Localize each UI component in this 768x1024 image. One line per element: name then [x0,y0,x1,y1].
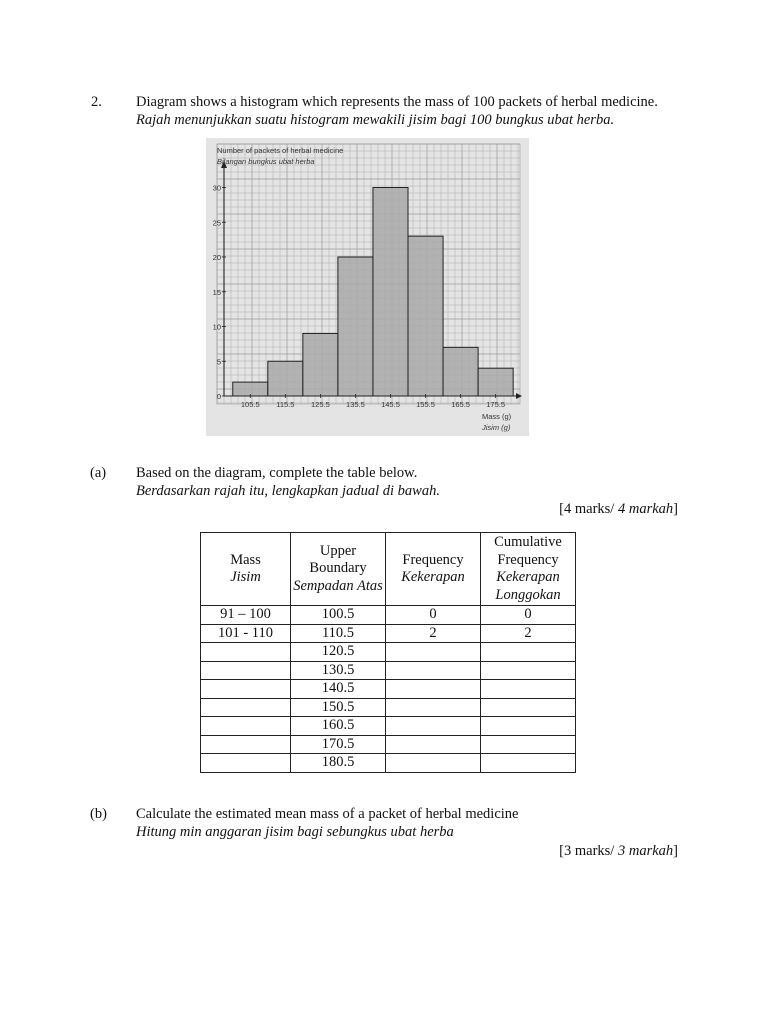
marks-en: [4 marks/ [559,501,618,517]
table-cell [481,754,576,773]
y-tick-label: 15 [212,287,221,297]
marks-end: ] [673,501,678,517]
table-cell [201,717,291,736]
marks-ms: 3 markah [617,843,674,859]
part-a-marks [559,501,678,518]
table-cell [386,643,481,662]
table-cell [481,735,576,754]
y-tick-label: 25 [212,218,221,228]
table-cell: 110.5 [291,624,386,643]
marks-end: ] [673,843,678,859]
table-cell: 2 [481,624,576,643]
y-tick-label: 0 [216,392,221,401]
table-cell [201,680,291,699]
table-cell [201,661,291,680]
marks-ms: 4 markah [617,501,674,517]
table-row [201,735,576,754]
part-a-text-en: Based on the diagram, complete the table below. [136,465,418,481]
table-cell: 170.5 [291,735,386,754]
table-cell: 0 [386,606,481,625]
y-axis-label-en: Number of packets of herbal medicine [217,146,344,155]
header-upper-boundary [291,533,386,606]
table-cell: 91 – 100 [201,606,291,625]
table-row [201,680,576,699]
x-tick-label: 145.5 [381,400,400,409]
table-cell [386,680,481,699]
x-axis-label-ms: Jisim (g) [482,423,511,432]
header-ms: Kekerapan [401,569,465,585]
table-cell: 130.5 [291,661,386,680]
table-cell [481,717,576,736]
x-axis-arrow [516,393,522,399]
table-cell [481,643,576,662]
header-mass [201,533,291,606]
part-a-label: (a) [90,465,107,481]
part-b-marks [559,843,678,860]
histogram-figure [206,138,529,436]
part-b-text-en: Calculate the estimated mean mass of a packet of herbal medicine [136,806,519,822]
table-row [201,661,576,680]
y-tick-label: 10 [212,322,221,332]
table-cell [386,754,481,773]
table-cell: 2 [386,624,481,643]
table-cell [201,698,291,717]
histogram-bar [373,188,408,397]
table-row [201,624,576,643]
header-ms: Kekerapan Longgokan [495,569,561,603]
table-header-row [201,533,576,606]
table-cell [386,717,481,736]
histogram-bar [443,347,478,396]
x-tick-label: 165.5 [451,400,470,409]
y-tick-label: 30 [212,183,221,193]
table-cell [201,754,291,773]
table-cell [481,698,576,717]
table-cell: 100.5 [291,606,386,625]
x-tick-label: 105.5 [240,400,260,409]
header-en: Frequency [402,551,464,568]
table-cell: 160.5 [291,717,386,736]
header-frequency [386,533,481,606]
histogram-chart [206,138,529,436]
table-cell: 101 - 110 [201,624,291,643]
part-a-text-ms: Berdasarkan rajah itu, lengkapkan jadual di bawah. [136,483,440,499]
table-row [201,643,576,662]
header-en: Mass [230,551,261,568]
y-tick-label: 5 [216,357,221,367]
table-cell [386,735,481,754]
table-row [201,754,576,773]
question-text-ms: Rajah menunjukkan suatu histogram mewakili jisim bagi 100 bungkus ubat herba. [136,112,615,128]
x-axis-label-en: Mass (g) [482,412,512,421]
table-cell: 180.5 [291,754,386,773]
y-axis-label-ms: Bilangan bungkus ubat herba [217,157,315,166]
header-ms: Jisim [230,569,261,585]
histogram-bar [268,361,303,396]
part-b-text-ms: Hitung min anggaran jisim bagi sebungkus ubat herba [136,824,454,840]
table-row [201,717,576,736]
x-tick-label: 155.5 [416,400,435,409]
frequency-table [200,532,576,773]
table-cell: 120.5 [291,643,386,662]
histogram-bar [303,333,338,396]
table-cell [481,680,576,699]
question-number: 2. [91,94,102,110]
header-ms: Sempadan Atas [293,577,383,594]
table-row [201,606,576,625]
marks-en: [3 marks/ [559,843,618,859]
header-en: Upper Boundary [309,542,367,577]
table-row [201,698,576,717]
question-text-en: Diagram shows a histogram which represents the mass of 100 packets of herbal medicine. [136,94,658,110]
table-cell: 150.5 [291,698,386,717]
table-cell: 140.5 [291,680,386,699]
part-b-label: (b) [90,806,107,822]
table-cell [201,735,291,754]
x-tick-label: 115.5 [276,400,295,409]
table-cell: 0 [481,606,576,625]
table-cell [481,661,576,680]
x-tick-label: 175.5 [486,400,506,409]
x-tick-label: 125.5 [310,400,330,409]
histogram-bar [478,368,513,396]
header-cumulative-frequency [481,533,576,606]
table-cell [201,643,291,662]
histogram-bar [338,257,373,396]
header-en: Cumulative Frequency [494,534,562,568]
histogram-bar [233,382,268,396]
table-cell [386,698,481,717]
table-cell [386,661,481,680]
y-tick-label: 20 [212,253,221,262]
histogram-bar [408,236,443,396]
x-tick-label: 135.5 [346,400,365,409]
